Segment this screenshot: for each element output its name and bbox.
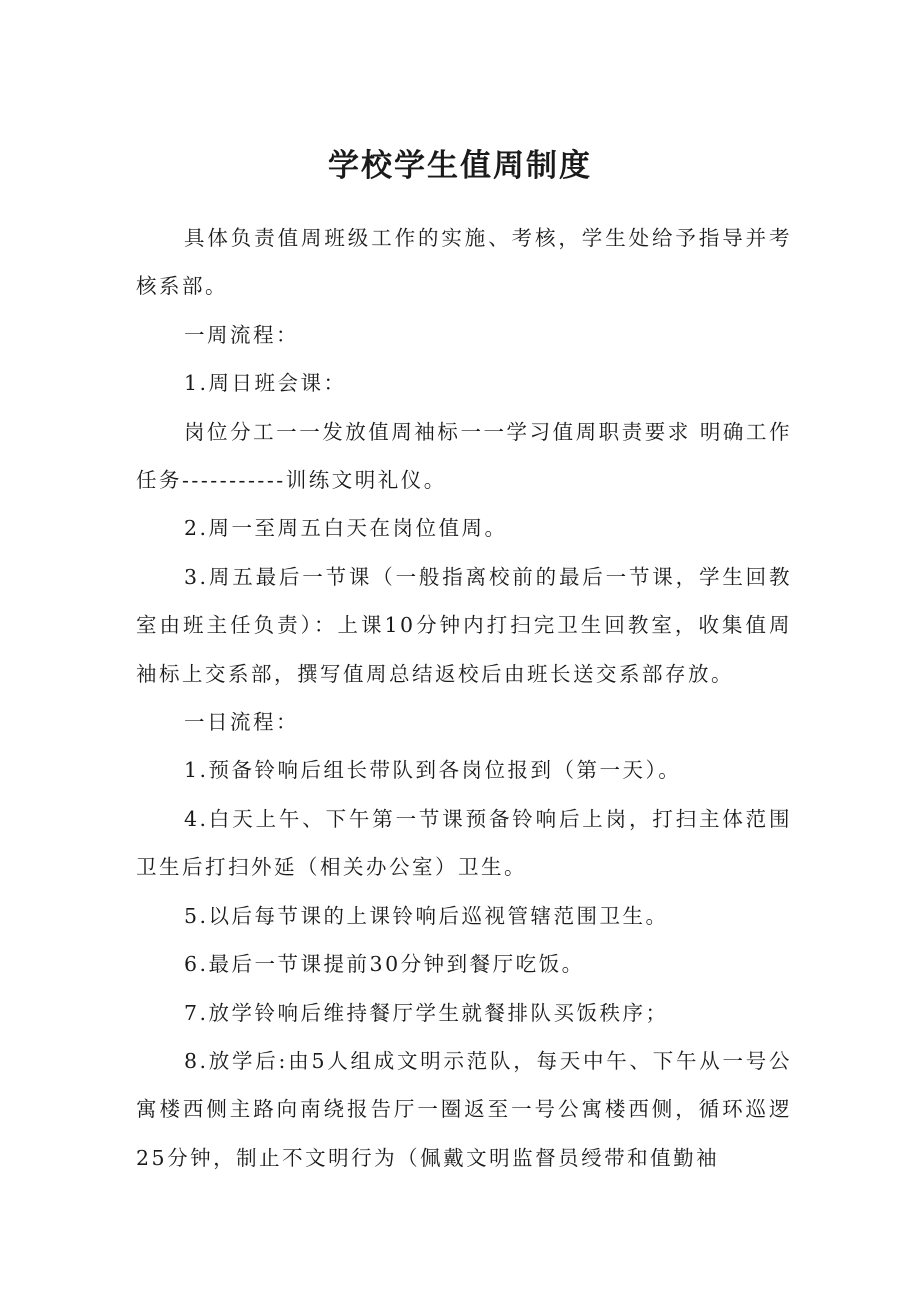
paragraph-daily-item-7: 7.放学铃响后维持餐厅学生就餐排队买饭秩序； — [184, 1000, 669, 1025]
document-body — [136, 214, 792, 1182]
paragraph-daily-item-4: 4.白天上午、下午第一节课预备铃响后上岗，打扫主体范围卫生后打扫外延（相关办公室）卫生。 — [136, 806, 792, 880]
paragraph-daily-item-8: 8.放学后:由5人组成文明示范队，每天中午、下午从一号公寓楼西侧主路向南绕报告厅一圈返至一号公寓楼西侧，循环巡逻25分钟，制止不文明行为（佩戴文明监督员绶带和值勤袖 — [136, 1048, 792, 1170]
paragraph-weekly-heading: 一周流程： — [184, 322, 299, 347]
paragraph-weekly-item-1: 1.周日班会课： — [184, 371, 347, 396]
paragraph-weekly-item-1-detail: 岗位分工一一发放值周袖标一一学习值周职责要求 明确工作任务-----------训练文明礼仪。 — [136, 419, 792, 493]
paragraph-weekly-item-3: 3.周五最后一节课（一般指离校前的最后一节课，学生回教室由班主任负责）：上课10分钟内打扫完卫生回教室，收集值周袖标上交系部，撰写值周总结返校后由班长送交系部存放。 — [136, 564, 792, 686]
document-title: 学校学生值周制度 — [328, 148, 592, 184]
paragraph-daily-heading: 一日流程： — [184, 710, 299, 735]
paragraph-daily-item-5: 5.以后每节课的上课铃响后巡视管辖范围卫生。 — [184, 903, 669, 928]
paragraph-weekly-item-2: 2.周一至周五白天在岗位值周。 — [184, 516, 508, 541]
paragraph-daily-item-1: 1.预备铃响后组长带队到各岗位报到（第一天）。 — [184, 758, 682, 783]
paragraph-intro: 具体负责值周班级工作的实施、考核，学生处给予指导并考核系部。 — [136, 226, 792, 299]
paragraph-daily-item-6: 6.最后一节课提前30分钟到餐厅吃饭。 — [184, 952, 585, 977]
